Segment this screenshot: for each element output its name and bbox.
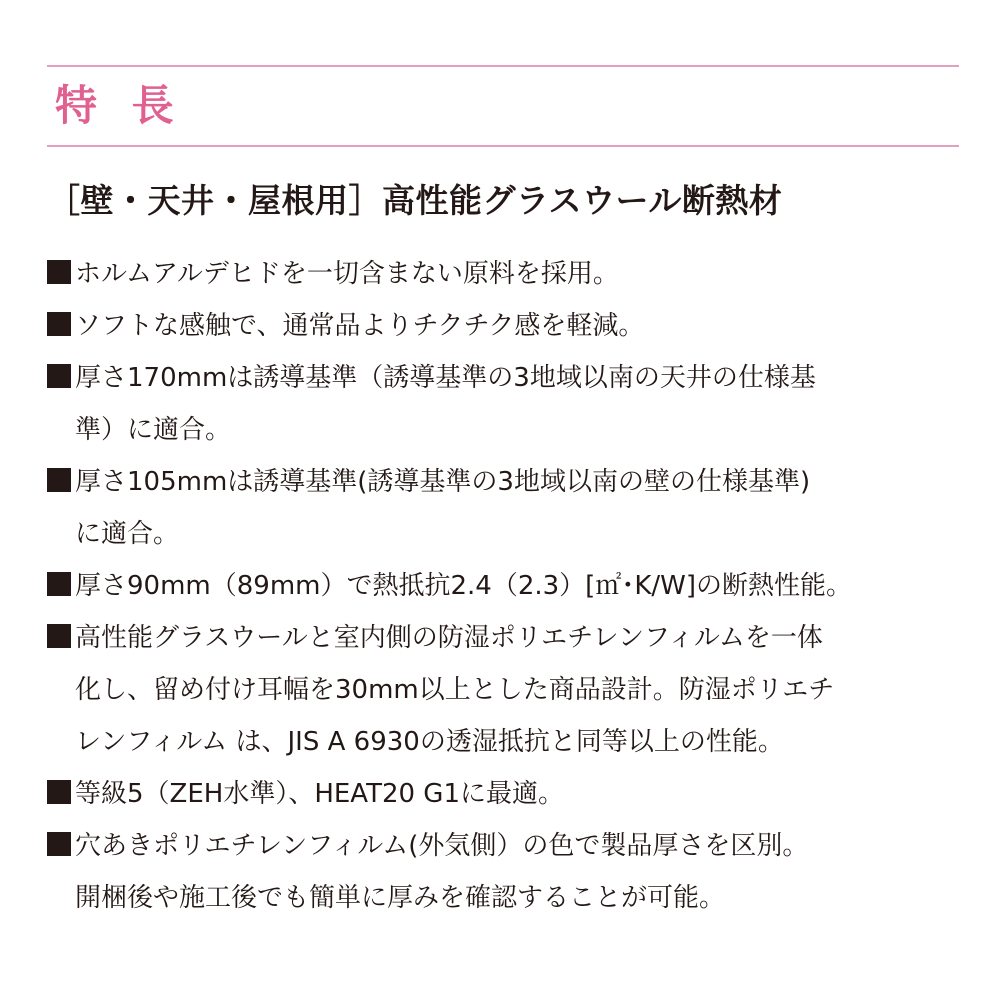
- feature-list: [47, 248, 959, 924]
- square-bullet-icon: [47, 364, 71, 388]
- feature-item: [47, 560, 959, 612]
- square-bullet-icon: [47, 780, 71, 804]
- feature-text: 厚さ105mmは誘導基準(誘導基準の3地域以南の壁の仕様基準): [75, 467, 811, 497]
- feature-line: [47, 248, 959, 300]
- square-bullet-icon: [47, 312, 71, 336]
- feature-line: [47, 352, 959, 404]
- feature-item: [47, 820, 959, 924]
- square-bullet-icon: [47, 572, 71, 596]
- top-divider: [47, 65, 959, 67]
- feature-item: [47, 456, 959, 560]
- feature-line-continued: レンフィルム は、JIS A 6930の透湿抵抗と同等以上の性能。: [75, 727, 784, 757]
- feature-text: 高性能グラスウールと室内側の防湿ポリエチレンフィルムを一体: [75, 623, 823, 653]
- feature-line-continued: 準）に適合。: [75, 415, 232, 445]
- feature-line: [47, 300, 959, 352]
- square-bullet-icon: [47, 832, 71, 856]
- feature-item: [47, 248, 959, 300]
- feature-line: [47, 768, 959, 820]
- feature-item: [47, 352, 959, 456]
- feature-line: [47, 820, 959, 872]
- feature-text: 等級5（ZEH水準）、HEAT20 G1に最適。: [75, 779, 564, 809]
- feature-text: 穴あきポリエチレンフィルム(外気側）の色で製品厚さを区別。: [75, 831, 809, 861]
- feature-line-continued: に適合。: [75, 519, 180, 549]
- feature-line: [47, 560, 959, 612]
- feature-line-continued: 開梱後や施工後でも簡単に厚みを確認することが可能。: [75, 883, 726, 913]
- feature-line: [47, 456, 959, 508]
- feature-text: ホルムアルデヒドを一切含まない原料を採用。: [75, 259, 619, 289]
- feature-line-continued: 化し、留め付け耳幅を30mm以上とした商品設計。防湿ポリエチ: [75, 675, 835, 705]
- feature-item: [47, 612, 959, 768]
- feature-line: [47, 612, 959, 664]
- bottom-divider: [47, 145, 959, 147]
- square-bullet-icon: [47, 260, 71, 284]
- section-title: 特 長: [55, 81, 184, 130]
- feature-text: 厚さ90mm（89mm）で熱抵抗2.4（2.3）[㎡･K/W]の断熱性能。: [75, 571, 852, 601]
- square-bullet-icon: [47, 468, 71, 492]
- square-bullet-icon: [47, 624, 71, 648]
- product-heading: ［壁・天井・屋根用］高性能グラスウール断熱材: [47, 181, 783, 220]
- feature-item: [47, 300, 959, 352]
- feature-item: [47, 768, 959, 820]
- feature-text: 厚さ170mmは誘導基準（誘導基準の3地域以南の天井の仕様基: [75, 363, 816, 393]
- feature-text: ソフトな感触で、通常品よりチクチク感を軽減。: [75, 311, 645, 341]
